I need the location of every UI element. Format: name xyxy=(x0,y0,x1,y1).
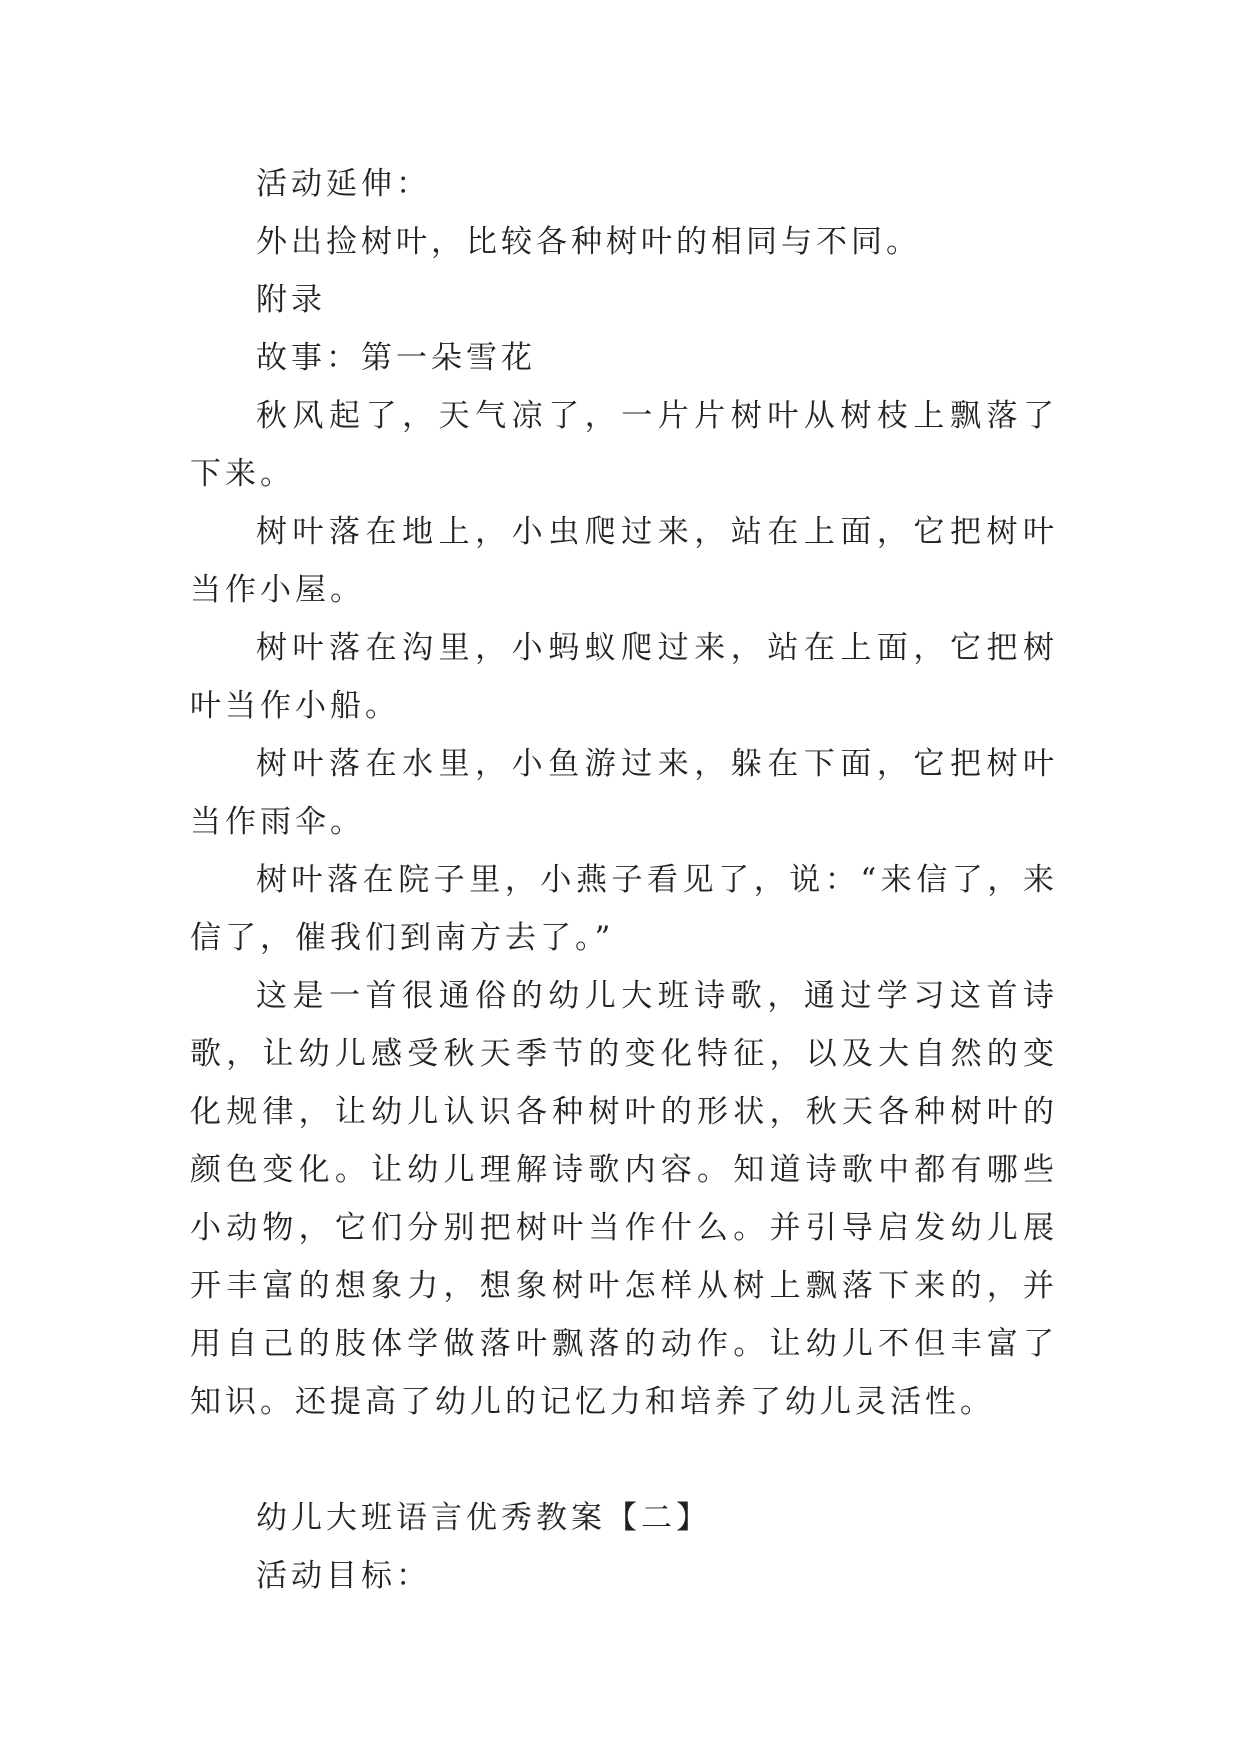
paragraph-analysis: 这是一首很通俗的幼儿大班诗歌，通过学习这首诗歌，让幼儿感受秋天季节的变化特征，以及大自然的变化规律，让幼儿认识各种树叶的形状，秋天各种树叶的颜色变化。让幼儿理解诗歌内容。知道诗歌中都有哪些小动物，它们分别把树叶当作什么。并引导启发幼儿展开丰富的想象力，想象树叶怎样从树上飘落下来的，并用自己的肢体学做落叶飘落的动作。让幼儿不但丰富了知识。还提高了幼儿的记忆力和培养了幼儿灵活性。 xyxy=(190,978,1058,1420)
section-spacer xyxy=(190,1431,1058,1489)
paragraph-story-line-2: 树叶落在地上，小虫爬过来，站在上面，它把树叶当作小屋。 xyxy=(190,514,1058,608)
paragraph-activity-extension-text: 外出捡树叶，比较各种树叶的相同与不同。 xyxy=(256,224,921,260)
paragraph-story-title: 故事：第一朵雪花 xyxy=(256,340,536,376)
document-body xyxy=(190,155,1058,1605)
paragraph-story-line-5: 树叶落在院子里，小燕子看见了，说：“来信了，来信了，催我们到南方去了。” xyxy=(190,862,1058,956)
paragraph-activity-extension-heading: 活动延伸： xyxy=(256,166,431,202)
paragraph-story-line-1: 秋风起了，天气凉了，一片片树叶从树枝上飘落了下来。 xyxy=(190,398,1058,492)
section-title: 幼儿大班语言优秀教案【二】 xyxy=(256,1500,711,1536)
paragraph-appendix-heading: 附录 xyxy=(256,282,326,318)
section-subheading: 活动目标： xyxy=(256,1558,431,1594)
paragraph-story-line-3: 树叶落在沟里，小蚂蚁爬过来，站在上面，它把树叶当作小船。 xyxy=(190,630,1058,724)
paragraph-story-line-4: 树叶落在水里，小鱼游过来，躲在下面，它把树叶当作雨伞。 xyxy=(190,746,1058,840)
